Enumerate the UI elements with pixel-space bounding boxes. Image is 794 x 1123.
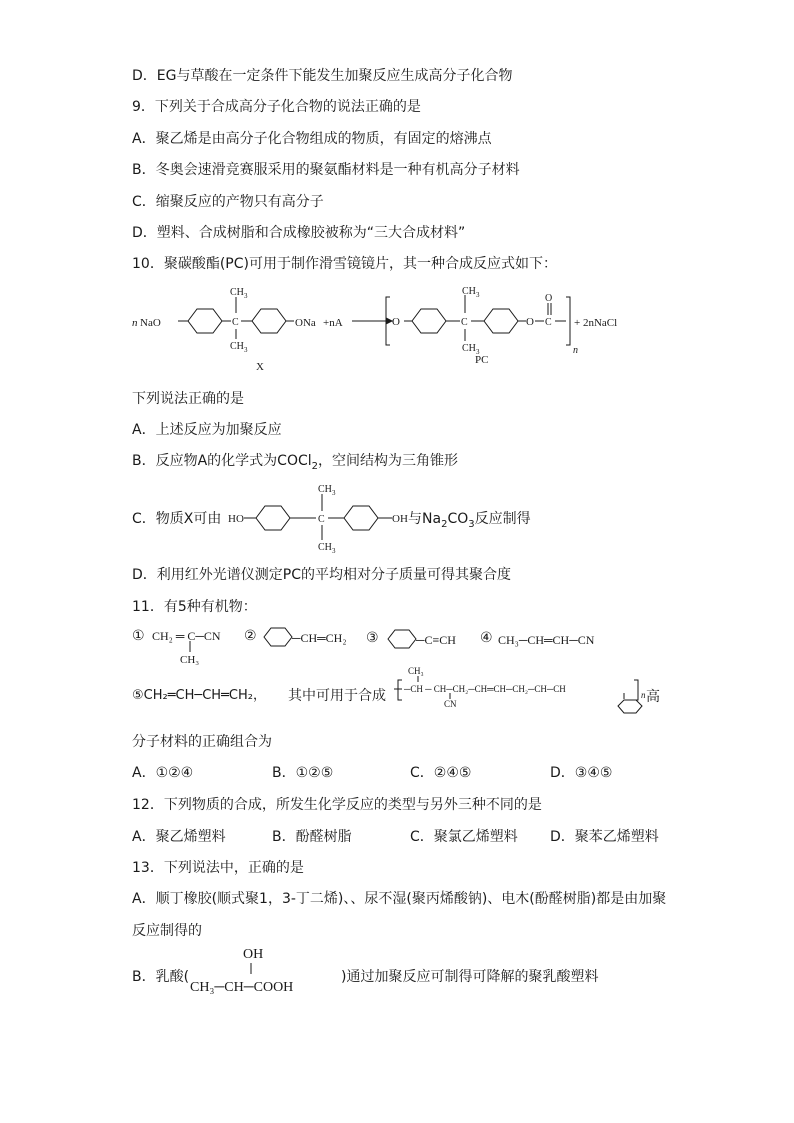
q12-option-c: C．聚氯乙烯塑料: [410, 829, 518, 845]
lactic-acid-bond: [246, 962, 256, 976]
bisphenol-a-structure: [228, 482, 428, 554]
product-o-left: O: [392, 316, 400, 328]
q13-option-b-tail: )通过加聚反应可制得可降解的聚乳酸塑料: [341, 969, 599, 985]
lactic-acid-formula: CH₃─CH─COOH: [190, 980, 294, 995]
q11-option-d: D．③④⑤: [550, 765, 613, 781]
q9-option-b: B．冬奥会速滑竞赛服采用的聚氨酯材料是一种有机高分子材料: [132, 162, 520, 178]
polymer-cn: CN: [444, 699, 457, 709]
q8-option-d: D．EG与草酸在一定条件下能发生加聚反应生成高分子化合物: [132, 68, 513, 84]
q13-stem: 13．下列说法中，正确的是: [132, 860, 304, 876]
q11-option-c: C．②④⑤: [410, 765, 472, 781]
reactant-plus-na: +nA: [323, 317, 343, 329]
q10-option-b: [132, 452, 458, 476]
q12-option-d: D．聚苯乙烯塑料: [550, 829, 659, 845]
product-o-ester: O: [526, 316, 534, 328]
reactant-ch3-bottom-sub: 3: [244, 346, 248, 354]
product-pc-label: PC: [475, 354, 489, 366]
q9-option-c: C．缩聚反应的产物只有高分子: [132, 194, 324, 210]
q11-compound-2-label: ②: [244, 628, 257, 644]
q10-option-c-pre: C．物质X可由: [132, 511, 222, 527]
lactic-acid-oh: OH: [243, 947, 264, 962]
q11-gao: 高: [646, 689, 660, 705]
bpa-oh: OH: [392, 513, 408, 525]
q10-stem: 10．聚碳酸酯(PC)可用于制作滑雪镜镜片，其一种合成反应式如下：: [132, 256, 557, 272]
q10-option-b-subscript: 2: [311, 460, 319, 472]
polymer-ch3: CH₃: [408, 666, 424, 676]
bpa-ch3-bottom-sub: 3: [332, 547, 336, 554]
product-ch3-bottom-sub: 3: [476, 348, 480, 356]
q12-stem: 12．下列物质的合成，所发生化学反应的类型与另外三种不同的是: [132, 797, 542, 813]
q11-stem: 11．有5种有机物：: [132, 599, 257, 615]
q11-compound-3-benzene: [384, 628, 420, 650]
q13-option-b-pre: B．乳酸(: [132, 969, 190, 985]
q11-compound-2-formula: ─CH═CH₂: [292, 631, 347, 645]
product-plus-nacl: + 2nNaCl: [574, 317, 618, 329]
q11-compound-1-ch3: CH₃: [180, 654, 200, 666]
product-ch3-bottom: CH: [462, 343, 476, 354]
q10-c-tail-pre: 与Na: [408, 511, 442, 527]
polymer-main-chain: ─CH ─ CH─CH₂─CH═CH─CH₂─CH─CH: [404, 684, 566, 694]
q11-compound-3-formula: ─C≡CH: [416, 633, 456, 647]
bpa-ch3-top-sub: 3: [332, 489, 336, 497]
q13-option-a-line1: A．顺丁橡胶(顺式聚1，3-丁二烯)、、尿不湿(聚丙烯酸钠)、电木(酚醛树脂)都是由加聚: [132, 891, 667, 907]
product-n-subscript: n: [573, 345, 578, 356]
q10-option-d: D．利用红外光谱仪测定PC的平均相对分子质量可得其聚合度: [132, 567, 511, 583]
q11-option-b: B．①②⑤: [272, 765, 334, 781]
product-carbonyl-c: C: [545, 317, 552, 328]
q10-option-a: A．上述反应为加聚反应: [132, 422, 282, 438]
product-ch3-top-sub: 3: [476, 291, 480, 299]
q11-compound-1-formula: CH₂ ═ C─CN: [152, 629, 221, 643]
q9-stem: 9．下列关于合成高分子化合物的说法正确的是: [132, 99, 421, 115]
bpa-ho: HO: [228, 513, 244, 525]
q11-compound-3-label: ③: [366, 630, 379, 646]
reactant-ch3-top: CH: [230, 287, 244, 298]
product-carbonyl-o: O: [545, 293, 553, 304]
q10-option-b-tail: ，空间结构为三角锥形: [318, 453, 459, 469]
reactant-nao: NaO: [140, 317, 161, 329]
product-ch3-top: CH: [462, 286, 476, 297]
reactant-ona: ONa: [295, 317, 316, 329]
reactant-x-label: X: [256, 361, 264, 373]
reactant-central-c: C: [232, 317, 239, 328]
q11-compound-5: ⑤CH₂═CH─CH═CH₂，: [132, 688, 266, 703]
q10-lead: 下列说法正确的是: [132, 391, 244, 407]
q10-option-c: [132, 510, 221, 528]
reactant-ch3-top-sub: 3: [244, 292, 248, 300]
q12-option-b: B．酚醛树脂: [272, 829, 352, 845]
q9-option-a: A．聚乙烯是由高分子化合物组成的物质，有固定的熔沸点: [132, 131, 492, 147]
bpa-ch3-top: CH: [318, 484, 332, 495]
q11-continued: 分子材料的正确组合为: [132, 734, 272, 750]
q9-option-d: D．塑料、合成树脂和合成橡胶被称为“三大合成材料”: [132, 225, 466, 241]
q11-compound-4-label: ④: [480, 630, 493, 646]
reaction-n-coefficient: n: [132, 317, 138, 329]
reactant-ch3-bottom: CH: [230, 341, 244, 352]
q10-c-tail-end: 反应制得: [474, 511, 531, 527]
q11-target-polymer: [394, 664, 666, 720]
product-central-c: C: [461, 317, 468, 328]
q10-c-tail-co: CO: [447, 511, 469, 527]
q10-c-tail-sub2: 2: [441, 518, 448, 530]
bpa-ch3-bottom: CH: [318, 542, 332, 553]
q13-option-a-line2: 反应制得的: [132, 923, 202, 939]
q11-target-lead: 其中可用于合成: [288, 688, 386, 704]
q10-option-b-text: B．反应物A的化学式为COCl: [132, 453, 312, 469]
bpa-central-c: C: [318, 514, 325, 525]
polymer-n: n: [641, 690, 646, 700]
q11-compound-1-label: ①: [132, 628, 145, 644]
q10-c-tail-sub3: 3: [468, 518, 475, 530]
q11-option-a: A．①②④: [132, 765, 194, 781]
q11-compound-4-formula: CH₃─CH═CH─CN: [498, 633, 595, 647]
q11-compound-2-benzene: [260, 626, 296, 648]
q12-option-a: A．聚乙烯塑料: [132, 829, 226, 845]
q10-reaction-scheme: [130, 283, 650, 375]
q10-option-c-tail: [408, 510, 531, 534]
